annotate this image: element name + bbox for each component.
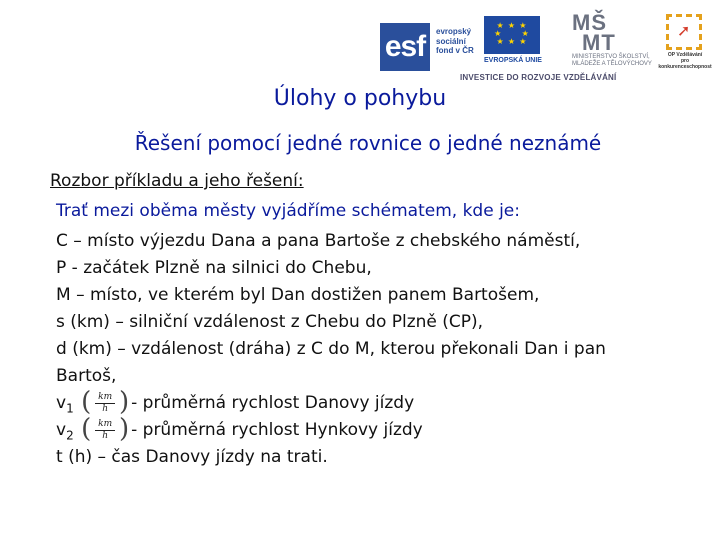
investice-band: INVESTICE DO ROZVOJE VZDĚLÁVÁNÍ bbox=[460, 73, 617, 82]
definition-list bbox=[56, 228, 706, 471]
definition-line: Bartoš, bbox=[56, 366, 117, 386]
msmt-caption: MINISTERSTVO ŠKOLSTVÍ, MLÁDEŽE A TĚLOVÝCHOVY bbox=[572, 54, 652, 67]
t-line: t (h) – čas Danovy jízdy na trati. bbox=[56, 447, 328, 467]
definition-line: d (km) – vzdálenost (dráha) z C do M, kterou překonali Dan i pan bbox=[56, 339, 606, 359]
esf-logo-mark: esf bbox=[380, 23, 430, 71]
section-heading: Rozbor příkladu a jeho řešení: bbox=[50, 171, 304, 191]
unit-fraction-icon: ( km h ) bbox=[81, 387, 130, 417]
eu-caption: EVROPSKÁ UNIE bbox=[484, 57, 542, 64]
v1-line: $v_1$ ( km h ) - průměrná rychlost Danovy jízdy bbox=[56, 387, 415, 417]
eu-flag-icon: ★ ★ ★ ★ ★ ★ ★ ★ bbox=[484, 16, 540, 54]
page-subtitle: Řešení pomocí jedné rovnice o jedné neznámé bbox=[134, 131, 602, 155]
unit-fraction-icon: ( km h ) bbox=[81, 414, 130, 444]
op-vk-caption: OP Vzdělávání pro konkurenceschopnost bbox=[658, 52, 712, 70]
esf-logo bbox=[376, 15, 480, 71]
definition-line: s (km) – silniční vzdálenost z Chebu do Plzně (CP), bbox=[56, 312, 484, 332]
eu-flag-logo bbox=[484, 16, 544, 72]
definition-line: C – místo výjezdu Dana a pana Bartoše z chebského náměstí, bbox=[56, 231, 581, 251]
definition-line: P - začátek Plzně na silnici do Chebu, bbox=[56, 258, 372, 278]
op-vk-icon: ➚ bbox=[666, 14, 702, 50]
msmt-logo: MŠ MT MINISTERSTVO ŠKOLSTVÍ, MLÁDEŽE A TĚLOVÝCHOVY bbox=[572, 10, 652, 67]
page-title: Úlohy o pohybu bbox=[273, 86, 447, 111]
definition-line: M – místo, ve kterém byl Dan dostižen panem Bartošem, bbox=[56, 285, 540, 305]
v2-line: $v_2$ ( km h ) - průměrná rychlost Hynkovy jízdy bbox=[56, 414, 423, 444]
op-vk-logo bbox=[658, 14, 712, 74]
logo-bar bbox=[376, 10, 712, 84]
esf-logo-text: evropský sociální fond v ČR bbox=[436, 27, 474, 55]
intro-text: Trať mezi oběma městy vyjádříme schématem, kde je: bbox=[56, 201, 520, 221]
